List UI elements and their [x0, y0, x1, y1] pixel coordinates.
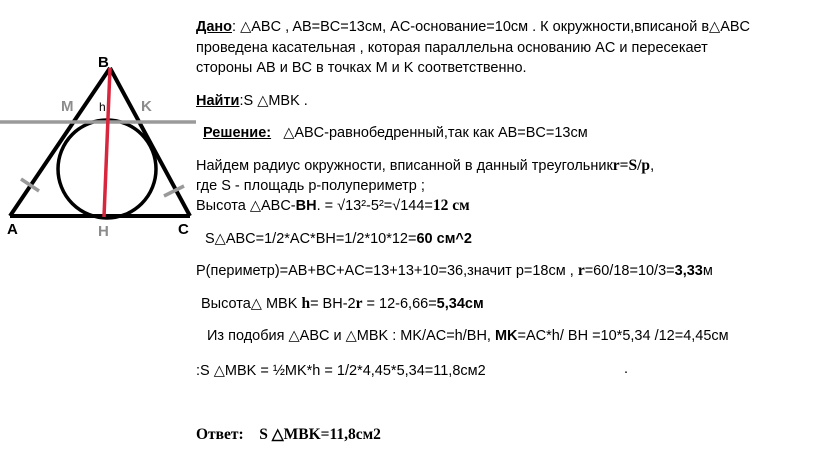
height-calc: . = √13²-5²=√144=	[316, 198, 433, 214]
label-vertex-b: B	[98, 54, 109, 71]
radius-line-1	[196, 157, 654, 175]
find-text: :S △MBK .	[239, 93, 308, 109]
perimeter-line	[196, 262, 713, 280]
similarity-calc: =AC*h/ BH =10*5,34 /12=4,45см	[517, 328, 729, 344]
perimeter-r: r	[577, 262, 585, 279]
label-point-m: M	[61, 98, 74, 115]
area-line	[205, 231, 472, 247]
mbk-height-line	[201, 295, 484, 313]
label-vertex-c: C	[178, 221, 189, 238]
stray-dot: .	[624, 361, 629, 377]
mbk-height-calc: = BH-2	[310, 296, 356, 312]
solution-line	[203, 125, 588, 141]
given-line-3: стороны AB и BC в точках M и K соответственно.	[196, 60, 527, 76]
height-bh	[104, 68, 110, 217]
mbk-height-r: r	[355, 295, 363, 312]
label-foot-h: H	[98, 223, 109, 240]
label-point-k: K	[141, 98, 152, 115]
find-line	[196, 93, 308, 109]
given-label: Дано	[196, 19, 233, 35]
height-line	[196, 197, 470, 215]
side-ab	[10, 68, 110, 216]
smbk-line: :S △MBK = ½MK*h = 1/2*4,45*5,34=11,8см2	[196, 363, 486, 379]
answer-label: Ответ:	[196, 426, 244, 443]
find-label: Найти	[196, 93, 240, 109]
perimeter-calc: P(периметр)=AB+BC+AC=13+13+10=36,значит p=18см ,	[196, 263, 578, 279]
area-calc: S△ABC=1/2*AC*BH=1/2*10*12=	[205, 231, 417, 247]
area-result: 60 см^2	[416, 231, 472, 247]
similarity-mk: MK	[494, 328, 518, 344]
perimeter-r-calc: =60/18=10/3=	[584, 263, 675, 279]
solution-label: Решение:	[203, 125, 272, 141]
mbk-height-result: 5,34см	[436, 296, 484, 312]
answer-line	[196, 425, 381, 444]
radius-line-2: где S - площадь p-полупериметр ;	[196, 178, 425, 194]
label-height-h: h	[99, 100, 106, 114]
perimeter-r-result: 3,33	[674, 263, 703, 279]
given-line-2: проведена касательная , которая параллельна основанию AC и пересекает	[196, 40, 708, 56]
similarity-text: Из подобия △ABC и △MBK : MK/AC=h/BH,	[207, 328, 495, 344]
perimeter-unit: м	[702, 263, 713, 279]
solution-text: △ABC-равнобедренный,так как AB=BC=13см	[283, 125, 588, 141]
radius-comma: ,	[650, 158, 655, 174]
radius-text: Найдем радиус окружности, вписанной в данный треугольник	[196, 158, 613, 174]
mbk-height-calc-2: = 12-6,66=	[362, 296, 437, 312]
mbk-height-text: Высота△ MBK	[201, 296, 302, 312]
radius-formula: r=S/p	[612, 157, 651, 174]
mbk-height-h: h	[301, 295, 311, 312]
height-text: Высота △ABC-	[196, 198, 296, 214]
answer-value: S △MBK=11,8см2	[259, 426, 381, 443]
similarity-line	[207, 328, 729, 344]
label-vertex-a: A	[7, 221, 18, 238]
triangle-figure	[0, 0, 200, 250]
height-result: 12 см	[432, 197, 470, 214]
given-line-1	[196, 19, 750, 35]
given-text: : △ABC , AB=BC=13см, AC-основание=10см . К окружности,вписаной в△ABC	[232, 19, 751, 35]
height-bh-label: BH	[295, 198, 317, 214]
